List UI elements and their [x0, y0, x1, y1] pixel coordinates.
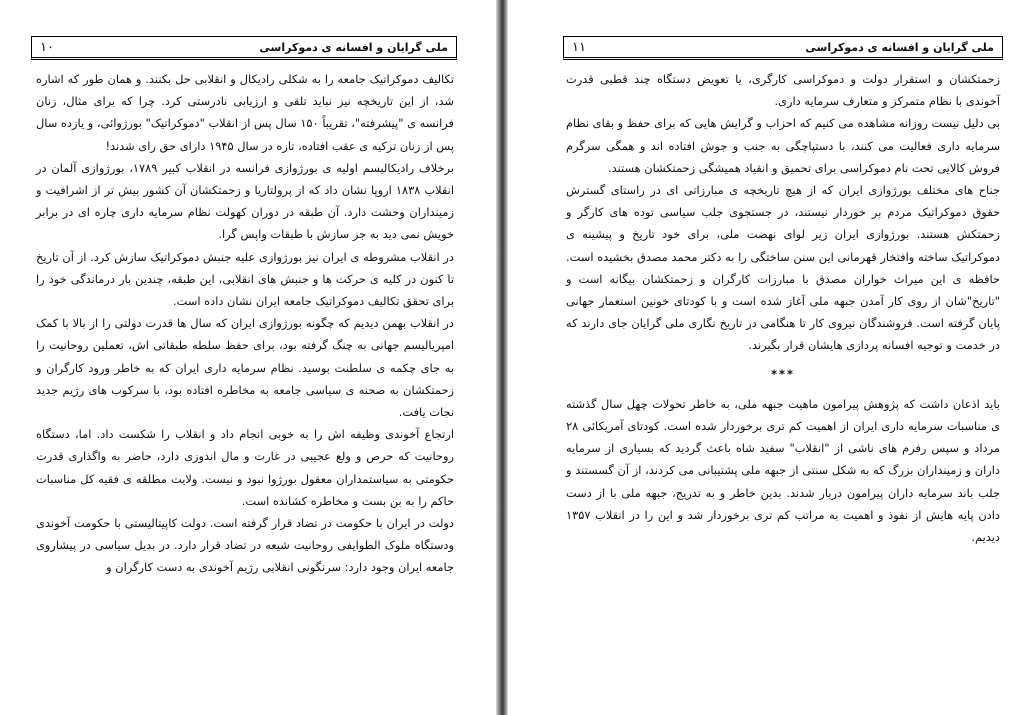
running-title: ملی گرایان و افسانه ی دموکراسی — [259, 40, 448, 54]
right-page-body — [566, 68, 1000, 548]
paragraph: تکالیف دموکراتیک جامعه را به شکلی رادیکال و انقلابی حل بکنند. و همان طور که اشاره شد، از این تاریخچه نیز نباید تلقی و ارزیابی نادرستی کرد. چرا که برای مثال، زنان فرانسه ی "پیشرفته"، تقریباً ۱۵۰ سال پس از انقلاب "دموکراتیک" بورژوائی، و یازده سال پس از زنان ترکیه ی عقب افتاده، تازه در سال ۱۹۴۵ دارای حق رای شدند! — [36, 72, 454, 153]
paragraph: ارتجاع آخوندی وظیفه اش را به خوبی انجام داد و انقلاب را شکست داد. اما، دستگاه روحانیت که حرص و ولع عجیبی در غارت و مال اندوزی دارد، حاضر به واگذاری قدرت حکومتی به سیاستمداران معقول بورژوا نبود و نیست. ولایت مطلقه ی فقیه کل مناسبات حاکم را به بن بست و مخاطره کشانده است. — [36, 427, 454, 508]
right-page-header — [563, 36, 1003, 60]
paragraph: دولت در ایران با حکومت در تضاد قرار گرفته است. دولت کاپیتالیستی با حکومت آخوندی ودستگاه ملوک الطوایفی روحانیت شیعه در تضاد قرار دارد. در بدیل سیاسی در پیشاروی جامعه ایران وجود دارد: سرنگونی انقلابی رژیم آخوندی به دست کارگران و — [36, 516, 454, 575]
left-page — [0, 0, 496, 715]
right-page — [508, 0, 1015, 715]
page-number: ۱۱ — [572, 39, 586, 55]
running-title: ملی گرایان و افسانه ی دموکراسی — [805, 40, 994, 54]
paragraph: بی دلیل نیست روزانه مشاهده می کنیم که احزاب و گرایش هایی که برای حفظ و بقای نظام سرمایه داری فعالیت می کنند، با دستپاچگی به جنب و جوش افتاده اند و همگی سرگرم فروش کالایی تحت نام دموکراسی برای تحمیق و انقیاد همیشگی زحمتکشان هستند. — [566, 116, 1000, 175]
paragraph: جناح های مختلف بورژوازی ایران که از هیچ تاریخچه ی مبارزاتی ای در راستای گسترش حقوق دموکراتیک مردم بر خوردار نیستند، در جستجوی جلب سیاسی توده های کارگر و زحمتکش هستند. بورژوازی ایران زیر لوای نهضت ملی، برای خود تاریخ و پیشینه ی دموکراتیک ساخته وافتخار قهرمانی این سنن ساختگی را به دکتر محمد مصدق بخشیده است. حافظه ی این میراث خواران مصدق با مبارزات کارگران و زحمتکشان بیگانه است و "تاریخ"شان از روی کار آمدن جبهه ملی آغاز شده است و با کودتای خونین استعمار جهانی پایان گرفته است. فروشندگان نیروی کار تا هنگامی در تاریخ نگاری ملی گرایان جای دارند که در خدمت و توجیه افسانه پردازی هایشان قرار بگیرند. — [566, 183, 1000, 353]
left-page-body — [36, 68, 454, 579]
paragraph: در انقلاب بهمن دیدیم که چگونه بورژوازی ایران که سال ها قدرت دولتی را از بالا با کمک امپریالیسم جهانی به چنگ گرفته بود، برای حفظ سلطه طبقاتی اش، تعملین روحانیت را به جای چکمه ی سلطنت بوسید. نظام سرمایه داری ایران که به خاطر ورود کارگران و زحمتکشان به صحنه ی سیاسی جامعه به مخاطره افتاده بود، با سرکوب های رژیم جدید نجات یافت. — [36, 316, 454, 420]
paragraph: برخلاف رادیکالیسم اولیه ی بورژوازی فرانسه در انقلاب کبیر ۱۷۸۹، بورژوازی آلمان در انقلاب ۱۸۳۸ اروپا نشان داد که از پرولتاریا و زحمتکشان آن کشور بیش تر از اشرافیت و زمینداران وحشت دارد. آن طبقه در دوران کهولت نظام سرمایه داری چاره ای در برابر خویش نمی دید به جز سازش با طبقات واپس گرا. — [36, 160, 454, 242]
book-gutter — [496, 0, 508, 715]
paragraph: در انقلاب مشروطه ی ایران نیز بورژوازی علیه جنبش دموکراتیک سازش کرد. از آن تاریخ تا کنون در کلیه ی حرکت ها و جنبش های انقلابی، این طبقه، چندین بار درماندگی خود را برای تحقق تکالیف دموکراتیک جامعه ایران نشان داده است. — [36, 249, 454, 309]
section-separator: *** — [771, 366, 795, 381]
paragraph: زحمتکشان و استقرار دولت و دموکراسی کارگری، یا تعویض دستگاه چند قطبی قدرت آخوندی با نظام متمرکز و متعارف سرمایه داری. — [566, 72, 1000, 109]
page-number: ۱۰ — [40, 39, 54, 55]
left-page-header — [31, 36, 457, 60]
paragraph: باید اذعان داشت که پژوهش پیرامون ماهیت جبهه ملی، به خاطر تحولات چهل سال گذشته ی مناسبات سرمایه داری ایران از اهمیت کم تری برخوردار شده است. کودتای آمریکائی ۲۸ مرداد و سپس رفرم های ناشی از "انقلاب" سفید شاه باعث گردید که بسیاری از سرمایه داران و زمینداران بزرگ که به شکل سنتی از جبهه ملی پشتیبانی می کردند، از آن گسستند و جلب باند سرمایه داران پیرامون دربار شدند. بدین خاطر و به تدریج، جبهه ملی با از دست دادن پایه هایش از نفوذ و اهمیت به مراتب کم تری برخوردار شد و این را در انقلاب ۱۳۵۷ دیدیم. — [566, 396, 1000, 545]
